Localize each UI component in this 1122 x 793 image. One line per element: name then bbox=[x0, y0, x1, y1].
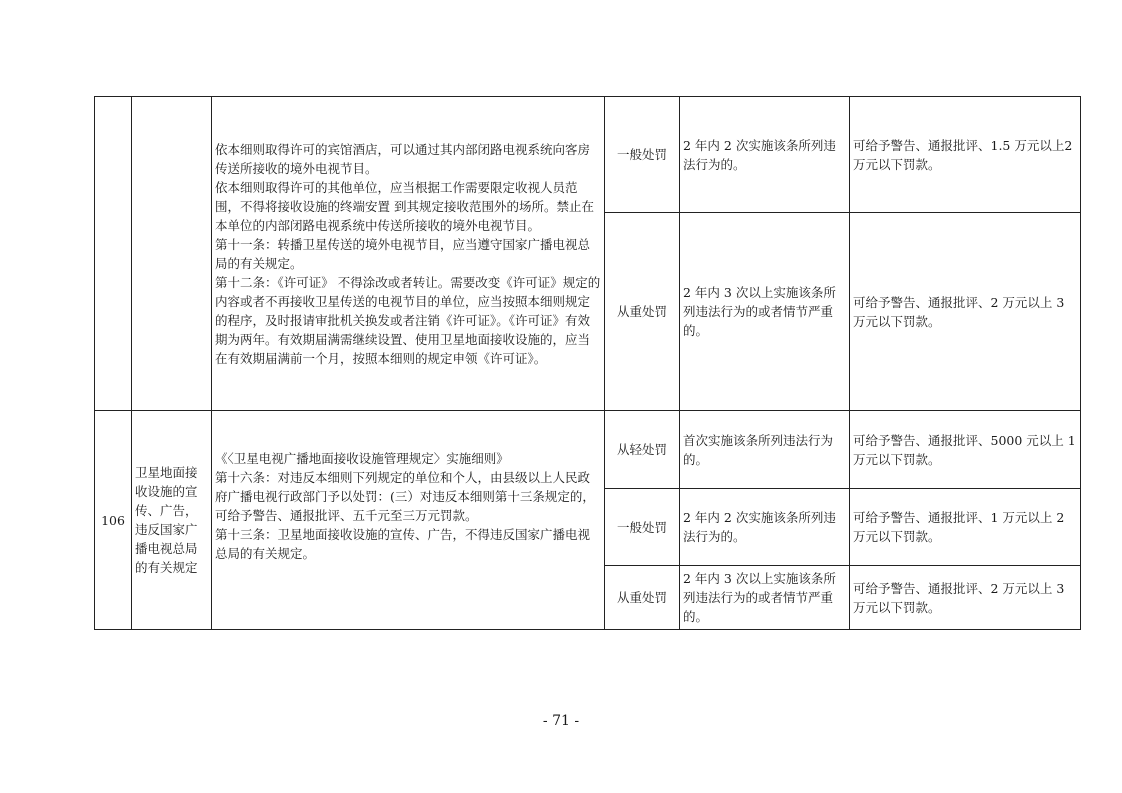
violation-condition-cell: 首次实施该条所列违法行为的。 bbox=[680, 411, 850, 489]
penalty-level-cell: 从重处罚 bbox=[605, 213, 680, 411]
table-row bbox=[95, 97, 1081, 213]
legal-basis-paragraph: 依本细则取得许可的宾馆酒店，可以通过其内部闭路电视系统向客房传送所接收的境外电视节目。 bbox=[215, 141, 591, 176]
penalty-measure-cell: 可给予警告、通报批评、2 万元以上 3 万元以下罚款。 bbox=[850, 213, 1081, 411]
penalty-level-cell: 从轻处罚 bbox=[605, 411, 680, 489]
penalty-measure-cell: 可给予警告、通报批评、1.5 万元以上2 万元以下罚款。 bbox=[850, 97, 1081, 213]
legal-basis-paragraph: 第十三条：卫星地面接收设施的宣传、广告，不得违反国家广播电视总局的有关规定。 bbox=[215, 527, 591, 561]
legal-basis-paragraph: 依本细则取得许可的其他单位，应当根据工作需要限定收视人员范围，不得将接收设施的终端安置 到其规定接收范围外的场所。禁止在本单位的内部闭路电视系统中传送所接收的境外电视节目。 bbox=[215, 179, 594, 233]
penalty-level-cell: 从重处罚 bbox=[605, 566, 680, 630]
legal-basis-paragraph: 第十六条：对违反本细则下列规定的单位和个人，由县级以上人民政府广播电视行政部门予以处罚：(三）对违反本细则第十三条规定的，可给予警告、通报批评、五千元至三万元罚款。 bbox=[215, 470, 595, 523]
violation-item-cell: 卫星地面接收设施的宣传、广告，违反国家广播电视总局的有关规定 bbox=[132, 411, 212, 630]
penalty-level-cell: 一般处罚 bbox=[605, 489, 680, 566]
violation-condition-cell: 2 年内 3 次以上实施该条所列违法行为的或者情节严重的。 bbox=[680, 213, 850, 411]
legal-basis-cell bbox=[212, 97, 605, 411]
table-row bbox=[95, 411, 1081, 489]
violation-condition-cell: 2 年内 3 次以上实施该条所列违法行为的或者情节严重的。 bbox=[680, 566, 850, 630]
penalty-standard-table bbox=[94, 96, 1081, 630]
legal-basis-paragraph: 《〈卫星电视广播地面接收设施管理规定〉实施细则》 bbox=[215, 451, 509, 466]
legal-basis-cell bbox=[212, 411, 605, 630]
violation-condition-cell: 2 年内 2 次实施该条所列违法行为的。 bbox=[680, 97, 850, 213]
row-number-cell bbox=[95, 97, 132, 411]
penalty-measure-cell: 可给予警告、通报批评、2 万元以上 3 万元以下罚款。 bbox=[850, 566, 1081, 630]
legal-basis-paragraph: 第十一条：转播卫星传送的境外电视节目，应当遵守国家广播电视总局的有关规定。 bbox=[215, 236, 591, 271]
legal-basis-paragraph: 第十二条：《许可证》 不得涂改或者转让。需要改变《许可证》规定的内容或者不再接收卫星传送的电视节目的单位，应当按照本细则规定的程序，及时报请审批机关换发或者注销《许可证》。《许可证》有效期为两年。有效期届满需继续设置、使用卫星地面接收设施的，应当在有效期届满前一个月，按照本细则的规定申领《许可证》。 bbox=[215, 274, 601, 366]
penalty-level-cell: 一般处罚 bbox=[605, 97, 680, 213]
violation-condition-cell: 2 年内 2 次实施该条所列违法行为的。 bbox=[680, 489, 850, 566]
penalty-measure-cell: 可给予警告、通报批评、5000 元以上 1 万元以下罚款。 bbox=[850, 411, 1081, 489]
penalty-measure-cell: 可给予警告、通报批评、1 万元以上 2 万元以下罚款。 bbox=[850, 489, 1081, 566]
violation-item-cell bbox=[132, 97, 212, 411]
row-number-cell: 106 bbox=[95, 411, 132, 630]
page-number: - 71 - bbox=[542, 713, 580, 729]
